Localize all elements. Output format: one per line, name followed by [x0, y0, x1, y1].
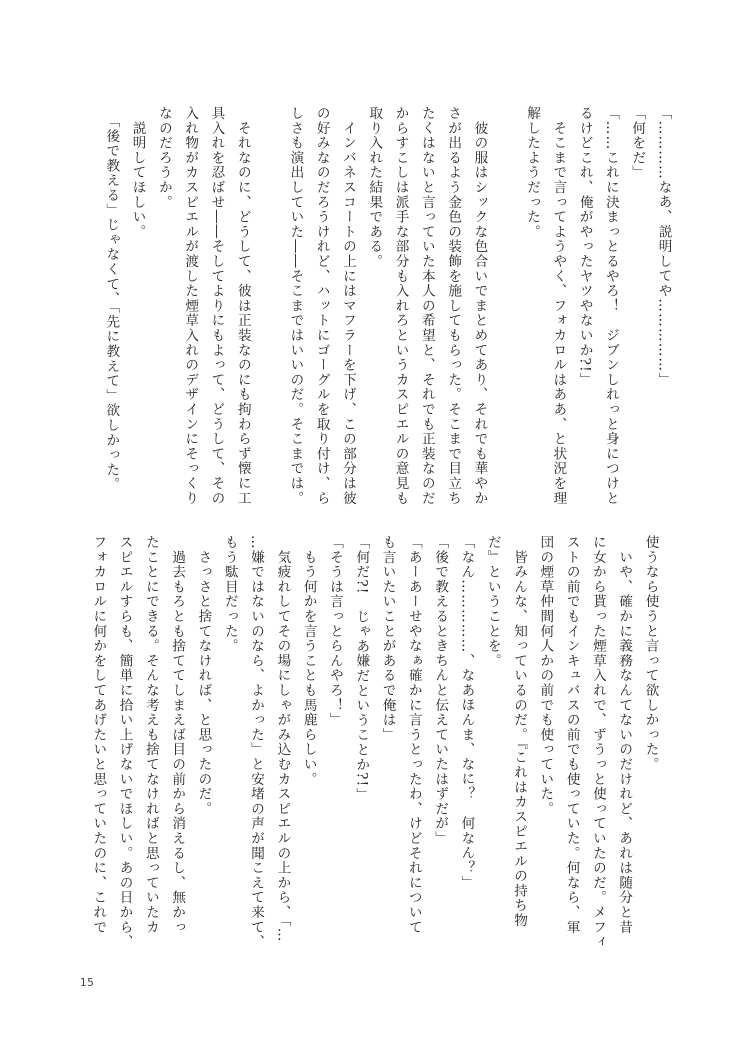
text-line: そこまで言ってようやく、フォカロルはああ、と状況を理: [550, 106, 567, 506]
text-line: もう駄目だった。: [221, 535, 238, 654]
text-line: 「何だ?! じゃあ嫌だということか?!」: [353, 535, 370, 803]
text-line: フォカロルに何かをしてあげたいと思っていたのに、これで: [90, 535, 107, 935]
text-line: 解したようだった。: [524, 106, 541, 240]
text-line: たくはないと言っていた本人の希望と、それでも正装なのだ: [418, 106, 435, 506]
text-line: さが出るよう金色の装飾を施してもらった。そこまで目立ち: [445, 106, 462, 506]
text-line: ストの前でもインキュバスの前でも使っていた。何なら、軍: [563, 535, 580, 935]
text-line: さっさと捨てなければ、と思ったのだ。: [195, 535, 212, 817]
text-line: 「何をだ」: [629, 106, 646, 180]
text-line: インバネスコートの上にはマフラーを下げ、この部分は彼: [339, 106, 356, 506]
text-line: るけどこれ、俺がやったヤツやないか?!」: [576, 106, 593, 388]
text-line: 「あーあーせやなぁ確かに言うとったわ、けどそれについて: [405, 535, 422, 935]
text-line: 皆みんな、知っているのだ。『これはカスピエルの持ち物: [511, 535, 528, 928]
text-line: 「後で教える」じゃなくて、「先に教えて」欲しかった。: [103, 106, 120, 492]
text-line: たことにできる。そんな考えも捨てなければと思っていたカ: [142, 535, 159, 935]
text-line: いや、確かに義務なんてないのだけれど、あれは随分と昔: [616, 535, 633, 935]
page-number: 15: [80, 977, 95, 989]
text-line: 「…………なあ、説明してや……………」: [655, 106, 672, 388]
text-line: 「そうは言っとらんやろ！」: [326, 535, 343, 728]
text-line: 説明してほしい。: [129, 106, 146, 240]
text-line: 彼の服はシックな色合いでまとめてあり、それでも華やか: [471, 106, 488, 506]
text-line: 具入れを忍ばせ――そしてよりにもよって、どうして、その: [208, 106, 225, 506]
text-line: も言いたいことがあるで俺は」: [379, 535, 396, 743]
text-line: 「後で教えるときちんと伝えていたはずだが」: [432, 535, 449, 846]
text-line: 使うなら使うと言って欲しかった。: [642, 535, 659, 772]
text-line: [492, 106, 518, 501]
text-line: 過去もろとも捨ててしまえば目の前から消えるし、無かっ: [169, 535, 186, 935]
text-line: に女から貰った煙草入れで、ずうっと使っていたのだ。メフィ: [589, 535, 606, 950]
upper-text-block: [98, 106, 677, 506]
text-line: それなのに、どうして、彼は正装なのにも拘わらず懐に工: [234, 106, 251, 506]
text-line: だ』ということを。: [484, 535, 501, 669]
lower-text-block: [85, 535, 664, 950]
text-line: 気疲れしてその場にしゃがみ込むカスピエルの上から、「…: [274, 535, 291, 943]
text-line: 団の煙草仲間何人かの前でも使っていた。: [537, 535, 554, 817]
text-line: 入れ物がカスピエルが渡した煙草入れのデザインにそっくり: [182, 106, 199, 506]
text-line: …嫌ではないのなら、よかった」と安堵の声が聞こえて来て、: [248, 535, 265, 950]
text-line: しさも演出していた――そこまではいいのだ。そこまでは。: [287, 106, 304, 506]
text-line: もう何かを言うことも馬鹿らしい。: [300, 535, 317, 787]
text-line: 取り入れた結果である。: [366, 106, 383, 269]
text-line: 「なん……………、なあほんま、なに？ 何なん？」: [458, 535, 475, 891]
text-line: 「……これに決まっとるやろ！ ジブンしれっと身につけと: [602, 106, 619, 506]
text-line: なのだろうか。: [155, 106, 172, 210]
text-line: の好みなのだろうけれど、ハットにゴーグルを取り付け、ら: [313, 106, 330, 506]
text-line: スピエルすらも、簡単に拾い上げないでほしい。あの日から、: [116, 535, 133, 950]
text-line: [256, 106, 282, 501]
text-line: からすこしは派手な部分も入れろというカスピエルの意見も: [392, 106, 409, 506]
